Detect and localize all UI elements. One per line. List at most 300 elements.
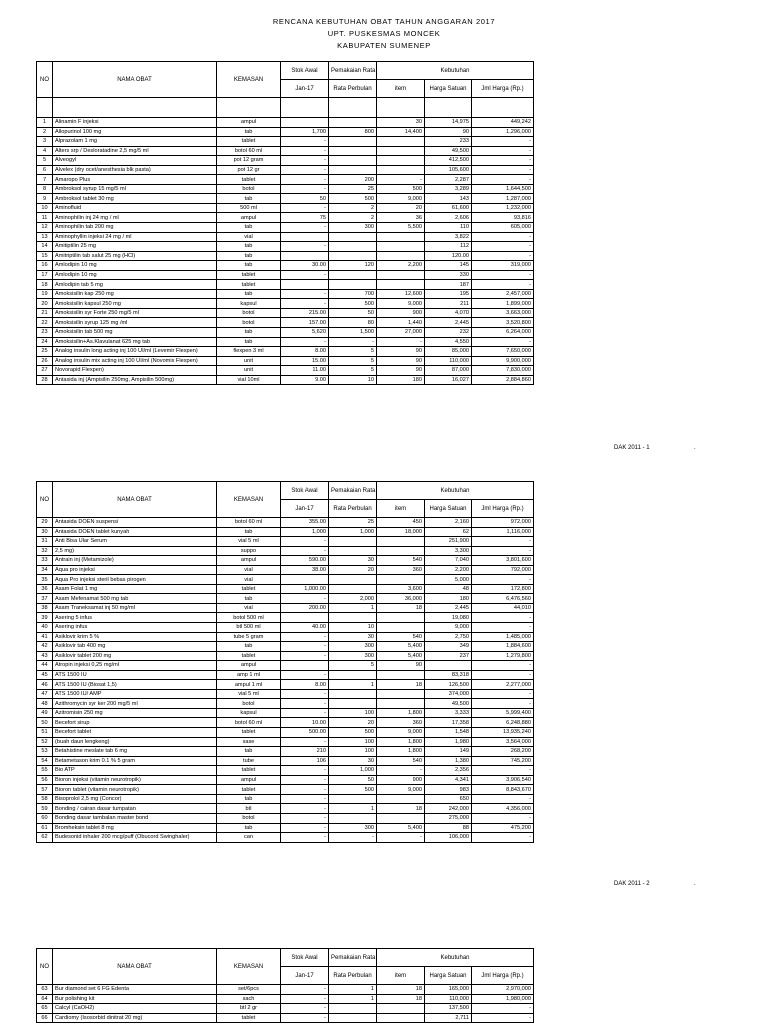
header-no: NO <box>37 949 53 985</box>
medicine-name: Aminophilin tab 200 mg <box>53 223 217 233</box>
need-item: 18 <box>377 985 425 995</box>
table-row <box>37 251 534 261</box>
total-price: 2,457,000 <box>472 289 534 299</box>
avg-usage: 1,500 <box>329 328 377 338</box>
packaging: ampul <box>217 661 281 671</box>
packaging: botol <box>217 813 281 823</box>
need-item <box>377 794 425 804</box>
medicine-table-page-2 <box>36 481 534 843</box>
row-no: 10 <box>37 203 53 213</box>
packaging: sach <box>217 994 281 1004</box>
unit-price: 3,289 <box>425 184 472 194</box>
packaging: pot 12 gram <box>217 156 281 166</box>
table-row <box>37 518 534 528</box>
header-stok-sub: Jan-17 <box>281 80 329 98</box>
initial-stock: - <box>281 165 329 175</box>
table-row <box>37 565 534 575</box>
row-no: 33 <box>37 556 53 566</box>
table-row <box>37 728 534 738</box>
unit-price: 1,980 <box>425 737 472 747</box>
table-row <box>37 651 534 661</box>
unit-price: 137,500 <box>425 1004 472 1014</box>
avg-usage: 50 <box>329 775 377 785</box>
row-no: 23 <box>37 328 53 338</box>
row-no: 61 <box>37 823 53 833</box>
total-price: - <box>472 699 534 709</box>
initial-stock: - <box>281 546 329 556</box>
initial-stock: - <box>281 242 329 252</box>
initial-stock: 30.00 <box>281 261 329 271</box>
initial-stock: - <box>281 670 329 680</box>
unit-price: 242,000 <box>425 804 472 814</box>
total-price: 475,200 <box>472 823 534 833</box>
table-row <box>37 994 534 1004</box>
avg-usage <box>329 270 377 280</box>
packaging: btl <box>217 804 281 814</box>
unit-price: 2,287 <box>425 175 472 185</box>
avg-usage: 1 <box>329 680 377 690</box>
need-item: 1,440 <box>377 318 425 328</box>
need-item: 90 <box>377 347 425 357</box>
unit-price: 374,000 <box>425 689 472 699</box>
header-no: NO <box>37 482 53 518</box>
initial-stock: - <box>281 175 329 185</box>
header-jml: Jml Harga (Rp.) <box>472 80 534 98</box>
medicine-name: Bio ATP <box>53 766 217 776</box>
packaging: vial <box>217 575 281 585</box>
need-item: 30 <box>377 118 425 128</box>
need-item: 9,000 <box>377 194 425 204</box>
packaging: tab <box>217 328 281 338</box>
total-price: - <box>472 537 534 547</box>
need-item <box>377 623 425 633</box>
packaging: tablet <box>217 175 281 185</box>
blank-cell <box>53 98 217 118</box>
total-price: 1,644,500 <box>472 184 534 194</box>
packaging: sase <box>217 737 281 747</box>
total-price: - <box>472 766 534 776</box>
table-row <box>37 680 534 690</box>
unit-price: 349 <box>425 642 472 652</box>
unit-price: 126,500 <box>425 680 472 690</box>
packaging: tab <box>217 251 281 261</box>
packaging: pot 12 gr <box>217 165 281 175</box>
blank-cell <box>217 98 281 118</box>
initial-stock: - <box>281 689 329 699</box>
header-stok: Stok Awal <box>281 949 329 967</box>
need-item <box>377 670 425 680</box>
row-no: 49 <box>37 708 53 718</box>
row-no: 12 <box>37 223 53 233</box>
avg-usage <box>329 280 377 290</box>
table-row <box>37 232 534 242</box>
row-no: 40 <box>37 623 53 633</box>
table-row <box>37 699 534 709</box>
table-row <box>37 747 534 757</box>
medicine-name: Amitiptilin 25 mg <box>53 242 217 252</box>
table-row <box>37 203 534 213</box>
avg-usage <box>329 546 377 556</box>
initial-stock: - <box>281 632 329 642</box>
avg-usage: 30 <box>329 756 377 766</box>
initial-stock: 11.00 <box>281 366 329 376</box>
avg-usage <box>329 699 377 709</box>
avg-usage <box>329 537 377 547</box>
unit-price: 14,975 <box>425 118 472 128</box>
initial-stock: - <box>281 785 329 795</box>
need-item: 5,400 <box>377 642 425 652</box>
unit-price: 251,900 <box>425 537 472 547</box>
table-row <box>37 623 534 633</box>
medicine-name: Aminophilin inj 24 mg / ml <box>53 213 217 223</box>
blank-cell <box>425 98 472 118</box>
total-price: 972,000 <box>472 518 534 528</box>
unit-price: 232 <box>425 328 472 338</box>
unit-price: 62 <box>425 527 472 537</box>
header-stok: Stok Awal <box>281 482 329 500</box>
initial-stock: 215.00 <box>281 308 329 318</box>
initial-stock: - <box>281 137 329 147</box>
row-no: 28 <box>37 375 53 385</box>
row-no: 31 <box>37 537 53 547</box>
header-harga: Harga Satuan <box>425 80 472 98</box>
total-price: 1,899,000 <box>472 299 534 309</box>
initial-stock: - <box>281 594 329 604</box>
initial-stock: - <box>281 766 329 776</box>
table-row <box>37 737 534 747</box>
avg-usage <box>329 156 377 166</box>
avg-usage: 700 <box>329 289 377 299</box>
initial-stock: 40.00 <box>281 623 329 633</box>
row-no: 21 <box>37 308 53 318</box>
table-row <box>37 985 534 995</box>
table-row <box>37 785 534 795</box>
row-no: 41 <box>37 632 53 642</box>
avg-usage: 80 <box>329 318 377 328</box>
row-no: 16 <box>37 261 53 271</box>
row-no: 56 <box>37 775 53 785</box>
unit-price: 211 <box>425 299 472 309</box>
row-no: 20 <box>37 299 53 309</box>
medicine-name: Bur polishing kit <box>53 994 217 1004</box>
avg-usage: 25 <box>329 184 377 194</box>
total-price: - <box>472 546 534 556</box>
row-no: 17 <box>37 270 53 280</box>
initial-stock: - <box>281 299 329 309</box>
initial-stock: 8.00 <box>281 680 329 690</box>
table-row <box>37 584 534 594</box>
need-item: - <box>377 337 425 347</box>
medicine-name: Antasida DOEN suspensi <box>53 518 217 528</box>
unit-price: 110,000 <box>425 356 472 366</box>
packaging: unit <box>217 356 281 366</box>
initial-stock: - <box>281 337 329 347</box>
unit-price: 180 <box>425 594 472 604</box>
total-price: 4,356,000 <box>472 804 534 814</box>
medicine-name: Aqua pro injeksi <box>53 565 217 575</box>
need-item <box>377 1004 425 1014</box>
packaging: tablet <box>217 651 281 661</box>
total-price: 792,000 <box>472 565 534 575</box>
avg-usage <box>329 584 377 594</box>
need-item <box>377 546 425 556</box>
medicine-name: Aminophyllin injeksi 24 mg / ml <box>53 232 217 242</box>
initial-stock: 210 <box>281 747 329 757</box>
header-kemasan: KEMASAN <box>217 949 281 985</box>
initial-stock: - <box>281 994 329 1004</box>
need-item: 5,400 <box>377 651 425 661</box>
unit-price: 16,027 <box>425 375 472 385</box>
packaging: tab <box>217 794 281 804</box>
total-price: 9,900,000 <box>472 356 534 366</box>
need-item <box>377 699 425 709</box>
unit-price: 9,000 <box>425 623 472 633</box>
initial-stock: - <box>281 651 329 661</box>
total-price: 3,564,000 <box>472 737 534 747</box>
avg-usage: 10 <box>329 623 377 633</box>
avg-usage: 5 <box>329 661 377 671</box>
medicine-table-page-3 <box>36 948 534 1023</box>
header-harga: Harga Satuan <box>425 500 472 518</box>
initial-stock: - <box>281 708 329 718</box>
total-price: - <box>472 175 534 185</box>
row-no: 27 <box>37 366 53 376</box>
header-pemakaian-sub: Rata Perbulan <box>329 80 377 98</box>
medicine-name: Bonding dasar tambalan master bond <box>53 813 217 823</box>
medicine-name: Analog insulin long acting inj 100 UI/ml (Levemir Flexpen) <box>53 347 217 357</box>
initial-stock <box>281 251 329 261</box>
row-no: 35 <box>37 575 53 585</box>
medicine-name: Azitromisin 250 mg <box>53 708 217 718</box>
unit-price: 233 <box>425 137 472 147</box>
unit-price: 88 <box>425 823 472 833</box>
packaging: can <box>217 833 281 843</box>
total-price: 3,663,000 <box>472 308 534 318</box>
unit-price: 2,606 <box>425 213 472 223</box>
need-item <box>377 146 425 156</box>
total-price: 5,999,400 <box>472 708 534 718</box>
report-region: KABUPATEN SUMENEP <box>337 41 431 50</box>
avg-usage: 100 <box>329 737 377 747</box>
packaging: tablet <box>217 728 281 738</box>
total-price: 8,843,670 <box>472 785 534 795</box>
table-row <box>37 308 534 318</box>
need-item: 1,800 <box>377 737 425 747</box>
medicine-name: Alprazolam 1 mg <box>53 137 217 147</box>
avg-usage: 5 <box>329 356 377 366</box>
avg-usage <box>329 794 377 804</box>
packaging: ampul <box>217 556 281 566</box>
total-price: - <box>472 280 534 290</box>
table-row <box>37 718 534 728</box>
total-price: 745,200 <box>472 756 534 766</box>
row-no: 14 <box>37 242 53 252</box>
initial-stock: 9.00 <box>281 375 329 385</box>
packaging: tablet <box>217 137 281 147</box>
row-no: 30 <box>37 527 53 537</box>
row-no: 43 <box>37 651 53 661</box>
unit-price: 2,445 <box>425 318 472 328</box>
unit-price: 2,160 <box>425 518 472 528</box>
table-row <box>37 356 534 366</box>
packaging: tab <box>217 242 281 252</box>
packaging: unit <box>217 366 281 376</box>
medicine-name: Amoksisilin tab 500 mg <box>53 328 217 338</box>
medicine-name: Antasida DOEN tablet kunyah <box>53 527 217 537</box>
table-row <box>37 756 534 766</box>
medicine-name: Betahistine meslate tab 6 mg <box>53 747 217 757</box>
total-price: 44,010 <box>472 603 534 613</box>
packaging: botol 60 ml <box>217 518 281 528</box>
initial-stock: - <box>281 642 329 652</box>
total-price: 3,906,540 <box>472 775 534 785</box>
unit-price: 110 <box>425 223 472 233</box>
medicine-name: Asam Folat 1 mg <box>53 584 217 594</box>
total-price: - <box>472 575 534 585</box>
row-no: 45 <box>37 670 53 680</box>
need-item: 5,500 <box>377 223 425 233</box>
row-no: 15 <box>37 251 53 261</box>
medicine-name: Bromheksin tablet 8 mg <box>53 823 217 833</box>
need-item: 540 <box>377 632 425 642</box>
medicine-name: Anti Bisa Ular Serum <box>53 537 217 547</box>
unit-price: 2,445 <box>425 603 472 613</box>
need-item: 1,800 <box>377 747 425 757</box>
avg-usage <box>329 251 377 261</box>
packaging: tab <box>217 289 281 299</box>
initial-stock: 500.00 <box>281 728 329 738</box>
table-row <box>37 328 534 338</box>
row-no: 64 <box>37 994 53 1004</box>
table-row <box>37 137 534 147</box>
unit-price: 90 <box>425 127 472 137</box>
medicine-name: Amoksisilin syr Forte 250 mg/5 ml <box>53 308 217 318</box>
initial-stock: - <box>281 985 329 995</box>
table-row <box>37 813 534 823</box>
initial-stock: - <box>281 270 329 280</box>
medicine-name: Asam Mefenamat 500 mg tab <box>53 594 217 604</box>
row-no: 55 <box>37 766 53 776</box>
header-kebutuhan: Kebutuhan <box>377 62 534 80</box>
total-price: 1,980,000 <box>472 994 534 1004</box>
row-no: 26 <box>37 356 53 366</box>
table-row <box>37 823 534 833</box>
total-price: 2,277,000 <box>472 680 534 690</box>
medicine-name: Aqua Pro injeksi steril bebas pirogen <box>53 575 217 585</box>
unit-price: 650 <box>425 794 472 804</box>
need-item: 14,400 <box>377 127 425 137</box>
row-no: 50 <box>37 718 53 728</box>
packaging: amp 1 ml <box>217 670 281 680</box>
need-item: 18 <box>377 804 425 814</box>
blank-cell <box>37 98 53 118</box>
table-row <box>37 366 534 376</box>
packaging: tablet <box>217 1013 281 1023</box>
table-row <box>37 794 534 804</box>
initial-stock: - <box>281 775 329 785</box>
packaging: botol <box>217 184 281 194</box>
packaging: botol 500 ml <box>217 613 281 623</box>
medicine-name: Novorapid Flexpen) <box>53 366 217 376</box>
packaging: tube 5 gram <box>217 632 281 642</box>
row-no: 51 <box>37 728 53 738</box>
initial-stock <box>281 118 329 128</box>
packaging: tablet <box>217 280 281 290</box>
need-item <box>377 165 425 175</box>
packaging: botol 60 ml <box>217 718 281 728</box>
table-row <box>37 184 534 194</box>
total-price: 7,650,000 <box>472 347 534 357</box>
packaging: suppo <box>217 546 281 556</box>
initial-stock: - <box>281 813 329 823</box>
table-row <box>37 213 534 223</box>
row-no: 62 <box>37 833 53 843</box>
header-pemakaian: Pemakaian Rata <box>329 482 377 500</box>
report-facility: UPT. PUSKESMAS MONCEK <box>327 29 441 38</box>
header-pemakaian-sub: Rata Perbulan <box>329 500 377 518</box>
table-row <box>37 223 534 233</box>
initial-stock: 50 <box>281 194 329 204</box>
table-row <box>37 804 534 814</box>
table-row <box>37 270 534 280</box>
row-no: 58 <box>37 794 53 804</box>
table-row <box>37 661 534 671</box>
unit-price: 1,548 <box>425 728 472 738</box>
need-item <box>377 251 425 261</box>
medicine-name: Amaropo Plus <box>53 175 217 185</box>
avg-usage <box>329 137 377 147</box>
table-row <box>37 575 534 585</box>
medicine-name: Amlodipin tab 5 mg <box>53 280 217 290</box>
packaging: botol 60 ml <box>217 146 281 156</box>
avg-usage <box>329 813 377 823</box>
row-no: 48 <box>37 699 53 709</box>
avg-usage: 10 <box>329 375 377 385</box>
row-no: 44 <box>37 661 53 671</box>
total-price: 2,884,860 <box>472 375 534 385</box>
total-price: 3,520,800 <box>472 318 534 328</box>
table-row <box>37 194 534 204</box>
need-item <box>377 270 425 280</box>
avg-usage <box>329 575 377 585</box>
avg-usage: 30 <box>329 556 377 566</box>
unit-price: 61,600 <box>425 203 472 213</box>
table-row <box>37 689 534 699</box>
avg-usage: 50 <box>329 308 377 318</box>
need-item <box>377 242 425 252</box>
total-price: 449,242 <box>472 118 534 128</box>
avg-usage: 1 <box>329 804 377 814</box>
initial-stock: 15.00 <box>281 356 329 366</box>
total-price: - <box>472 1004 534 1014</box>
row-no: 4 <box>37 146 53 156</box>
initial-stock: 10.00 <box>281 718 329 728</box>
need-item: 360 <box>377 718 425 728</box>
packaging: botol <box>217 308 281 318</box>
need-item: 90 <box>377 661 425 671</box>
initial-stock: - <box>281 833 329 843</box>
need-item: 9,000 <box>377 299 425 309</box>
header-pemakaian-sub: Rata Perbulan <box>329 967 377 985</box>
need-item <box>377 280 425 290</box>
medicine-name: ATS 1500 IU <box>53 670 217 680</box>
total-price: - <box>472 794 534 804</box>
medicine-name: Betametason krim 0.1 % 5 gram <box>53 756 217 766</box>
avg-usage <box>329 613 377 623</box>
packaging: 500 ml <box>217 203 281 213</box>
medicine-name: Amitriptilin tab salut 25 mg (HCl) <box>53 251 217 261</box>
total-price: - <box>472 165 534 175</box>
